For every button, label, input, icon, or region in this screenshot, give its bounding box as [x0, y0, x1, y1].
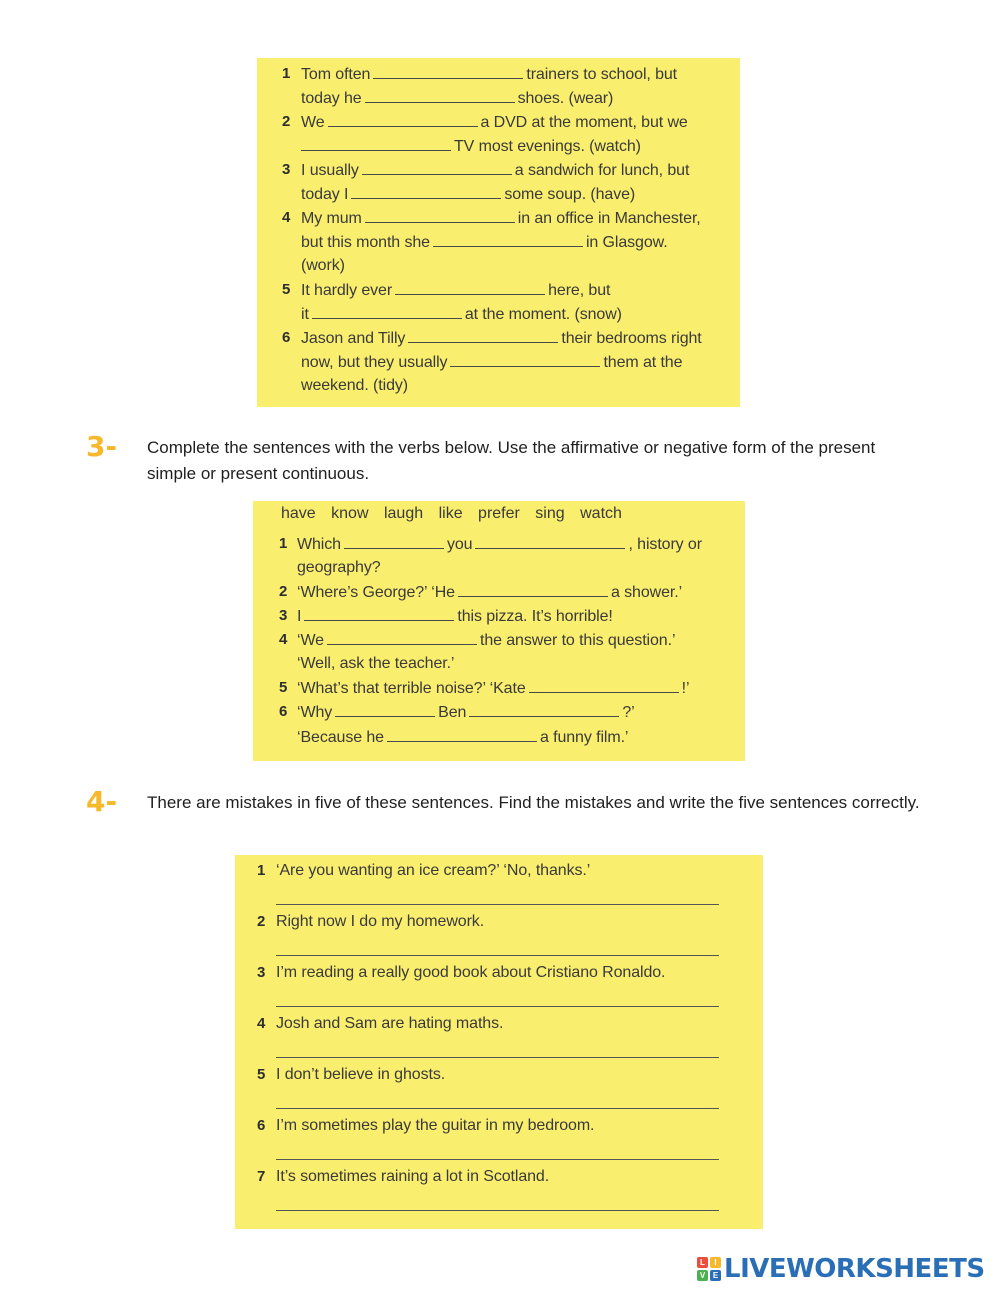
word: know: [331, 505, 369, 522]
instruction-text: Complete the sentences with the verbs below. Use the affirmative or negative form of the present simple or present continuous.: [147, 438, 876, 483]
item-number: 2: [282, 113, 291, 130]
item-number: 4: [257, 1015, 266, 1032]
sentence-line: I usually a sandwich for lunch, but: [301, 162, 690, 179]
sentence-line: today I some soup. (have): [301, 186, 636, 203]
word: have: [281, 505, 316, 522]
item-number: 6: [257, 1117, 266, 1134]
answer-blank[interactable]: [327, 630, 477, 645]
answer-blank[interactable]: [395, 280, 545, 295]
sentence-line: ‘Because he a funny film.’: [297, 729, 629, 746]
item-number: 3: [279, 607, 288, 624]
answer-blank[interactable]: [373, 64, 523, 79]
answer-line[interactable]: [276, 1108, 719, 1109]
item-number: 5: [282, 281, 291, 298]
sentence-line: ‘Where’s George?’ ‘He a shower.’: [297, 584, 683, 601]
sentence-line: It hardly ever here, but: [301, 282, 611, 299]
answer-blank[interactable]: [450, 352, 600, 367]
section-number: 4-: [86, 785, 118, 818]
liveworksheets-logo[interactable]: [697, 1254, 985, 1284]
sentence-line: My mum in an office in Manchester,: [301, 210, 701, 227]
sentence-line: (work): [301, 257, 345, 274]
sentence-text: I don’t believe in ghosts.: [276, 1066, 446, 1083]
answer-blank[interactable]: [351, 184, 501, 199]
item-number: 3: [282, 161, 291, 178]
sentence-line: today he shoes. (wear): [301, 90, 614, 107]
sentence-line: ‘We the answer to this question.’: [297, 632, 676, 649]
answer-line[interactable]: [276, 955, 719, 956]
answer-blank[interactable]: [475, 534, 625, 549]
sentence-line: TV most evenings. (watch): [301, 136, 641, 157]
item-number: 1: [257, 862, 266, 879]
item-number: 1: [279, 535, 288, 552]
sentence-line: geography?: [297, 559, 381, 576]
sentence-line: I this pizza. It’s horrible!: [297, 608, 613, 625]
sentence-line: We a DVD at the moment, but we: [301, 114, 688, 131]
sentence-text: I’m reading a really good book about Cristiano Ronaldo.: [276, 964, 666, 981]
answer-blank[interactable]: [304, 606, 454, 621]
item-number: 1: [282, 65, 291, 82]
answer-blank[interactable]: [408, 328, 558, 343]
sentence-line: but this month she in Glasgow.: [301, 234, 668, 251]
answer-blank[interactable]: [362, 160, 512, 175]
sentence-text: It’s sometimes raining a lot in Scotland.: [276, 1168, 550, 1185]
sentence-line: ‘Well, ask the teacher.’: [297, 655, 455, 672]
answer-blank[interactable]: [312, 304, 462, 319]
item-number: 7: [257, 1168, 266, 1185]
sentence-line: now, but they usually them at the: [301, 354, 683, 371]
answer-line[interactable]: [276, 1210, 719, 1211]
answer-blank[interactable]: [458, 582, 608, 597]
item-number: 2: [257, 913, 266, 930]
answer-blank[interactable]: [365, 208, 515, 223]
sentence-line: it at the moment. (snow): [301, 306, 622, 323]
answer-blank[interactable]: [301, 136, 451, 151]
answer-blank[interactable]: [335, 702, 435, 717]
item-number: 4: [282, 209, 291, 226]
sentence-line: Tom often trainers to school, but: [301, 66, 678, 83]
answer-blank[interactable]: [433, 232, 583, 247]
sentence-line: weekend. (tidy): [301, 377, 408, 394]
item-number: 6: [279, 703, 288, 720]
instruction-text: There are mistakes in five of these sentences. Find the mistakes and write the five sentences correctly.: [147, 793, 920, 812]
word: laugh: [383, 505, 424, 522]
item-number: 4: [279, 631, 288, 648]
word-bank: [281, 504, 633, 524]
sentence-text: ‘Are you wanting an ice cream?’ ‘No, thanks.’: [276, 862, 591, 879]
sentence-text: Right now I do my homework.: [276, 913, 485, 930]
answer-line[interactable]: [276, 1057, 719, 1058]
answer-blank[interactable]: [328, 112, 478, 127]
word: sing: [535, 505, 565, 522]
section-number: 3-: [86, 430, 118, 463]
sentence-line: ‘Why Ben ?’: [297, 704, 635, 721]
word: like: [438, 505, 463, 522]
sentence-line: ‘What’s that terrible noise?’ ‘Kate !’: [297, 680, 690, 697]
answer-line[interactable]: [276, 1159, 719, 1160]
sentence-text: I’m sometimes play the guitar in my bedroom.: [276, 1117, 595, 1134]
item-number: 2: [279, 583, 288, 600]
item-number: 6: [282, 329, 291, 346]
answer-line[interactable]: [276, 1006, 719, 1007]
answer-blank[interactable]: [387, 727, 537, 742]
item-number: 5: [279, 679, 288, 696]
logo-text: LIVEWORKSHEETS: [724, 1254, 985, 1284]
answer-blank[interactable]: [529, 678, 679, 693]
answer-line[interactable]: [276, 904, 719, 905]
sentence-text: Josh and Sam are hating maths.: [276, 1015, 504, 1032]
answer-blank[interactable]: [344, 534, 444, 549]
answer-blank[interactable]: [469, 702, 619, 717]
logo-icon: L I V E: [697, 1257, 721, 1281]
item-number: 5: [257, 1066, 266, 1083]
word: prefer: [478, 505, 520, 522]
word: watch: [580, 505, 622, 522]
answer-blank[interactable]: [365, 88, 515, 103]
item-number: 3: [257, 964, 266, 981]
sentence-line: Which you , history or: [297, 536, 702, 553]
sentence-line: Jason and Tilly their bedrooms right: [301, 330, 702, 347]
